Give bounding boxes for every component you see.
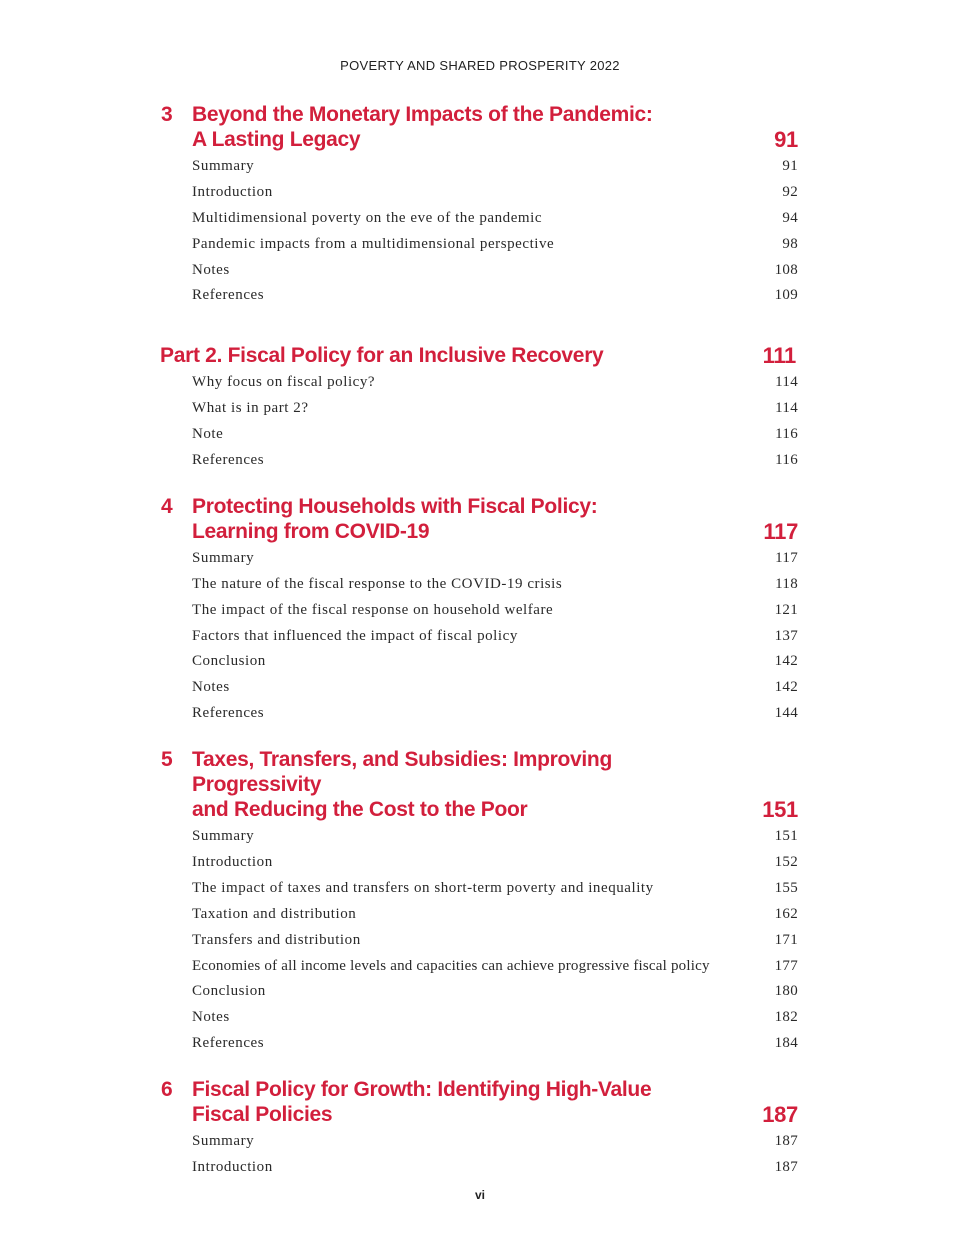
chapter-heading[interactable] — [160, 747, 800, 822]
entry-title: What is in part 2? — [192, 400, 309, 417]
toc-entry[interactable] — [160, 1005, 800, 1031]
entry-title: Why focus on fiscal policy? — [192, 374, 376, 391]
part-title: Part 2. Fiscal Policy for an Inclusive Recovery — [160, 344, 604, 368]
entry-title: Summary — [192, 158, 255, 174]
entry-title: The impact of the fiscal response on household welfare — [192, 601, 554, 618]
chapter-number: 6 — [161, 1078, 173, 1102]
entry-title: References — [192, 1035, 265, 1052]
entry-title: Introduction — [192, 1159, 273, 1176]
chapter-6 — [160, 1077, 800, 1181]
part-entries — [160, 370, 800, 474]
toc-entry[interactable] — [160, 876, 800, 902]
toc-entry[interactable] — [160, 850, 800, 876]
chapter-title-line-2: and Reducing the Cost to the Poor — [192, 798, 528, 822]
toc-entry[interactable] — [160, 232, 800, 258]
toc-entry[interactable] — [160, 928, 800, 954]
entry-title: Economies of all income levels and capacities can achieve progressive fiscal policy — [192, 957, 710, 974]
toc-entry[interactable] — [160, 979, 800, 1005]
chapter-entries — [160, 546, 800, 727]
entry-title: Introduction — [192, 854, 273, 871]
entry-title: Summary — [192, 828, 255, 845]
chapter-heading[interactable] — [160, 102, 800, 152]
chapter-title-line-1: Fiscal Policy for Growth: Identifying High-Value — [192, 1078, 652, 1102]
toc-entry[interactable] — [160, 572, 800, 598]
entry-title: Pandemic impacts from a multidimensional perspective — [192, 235, 555, 252]
entry-title: Note — [192, 426, 224, 443]
chapter-title-line-1: Taxes, Transfers, and Subsidies: Improving Progressivity — [192, 748, 612, 797]
entry-page: 152 — [774, 854, 798, 871]
chapter-3 — [160, 102, 800, 309]
toc-entry[interactable] — [160, 1031, 800, 1057]
entry-page: 184 — [774, 1035, 798, 1052]
entry-page: 117 — [775, 549, 798, 566]
entry-page: 114 — [775, 400, 798, 417]
entry-page: 187 — [774, 1133, 798, 1150]
toc-entry[interactable] — [160, 701, 800, 727]
toc-entry[interactable] — [160, 824, 800, 850]
entry-page: 177 — [774, 957, 798, 974]
entry-title: Taxation and distribution — [192, 905, 357, 922]
entry-page: 182 — [774, 1009, 798, 1026]
toc-entry[interactable] — [160, 624, 800, 650]
toc-entry[interactable] — [160, 546, 800, 572]
entry-title: Factors that influenced the impact of fiscal policy — [192, 627, 518, 644]
entry-page: 142 — [774, 653, 798, 670]
toc-entry[interactable] — [160, 180, 800, 206]
entry-title: Conclusion — [192, 653, 266, 670]
entry-title: Summary — [192, 1133, 255, 1150]
toc-entry[interactable] — [160, 154, 800, 180]
toc-entry[interactable] — [160, 902, 800, 928]
chapter-number: 5 — [161, 748, 173, 772]
running-head: POVERTY AND SHARED PROSPERITY 2022 — [340, 58, 620, 73]
entry-page: 94 — [782, 209, 798, 226]
chapter-title-line-1: Beyond the Monetary Impacts of the Pandemic: — [192, 103, 653, 126]
toc-entry[interactable] — [160, 370, 800, 396]
entry-title: Notes — [192, 679, 230, 696]
entry-page: 91 — [782, 158, 798, 174]
entry-page: 144 — [774, 705, 798, 722]
toc-entry[interactable] — [160, 422, 800, 448]
entry-page: 116 — [775, 426, 798, 443]
entry-title: Notes — [192, 1009, 230, 1026]
toc-entry[interactable] — [160, 598, 800, 624]
toc-entry[interactable] — [160, 1129, 800, 1155]
chapter-title-line-2: Fiscal Policies — [192, 1103, 333, 1127]
entry-title: Summary — [192, 549, 255, 566]
entry-page: 114 — [775, 374, 798, 391]
chapter-4 — [160, 494, 800, 727]
entry-title: Conclusion — [192, 983, 266, 1000]
entry-page: 98 — [782, 235, 798, 252]
entry-page: 142 — [774, 679, 798, 696]
page-number-folio: vi — [474, 1188, 485, 1202]
entry-page: 108 — [774, 261, 798, 278]
chapter-page-number: 151 — [762, 797, 798, 823]
chapter-heading[interactable] — [160, 494, 800, 544]
entry-title: References — [192, 452, 265, 469]
toc-entry[interactable] — [160, 448, 800, 474]
chapter-number: 3 — [161, 103, 173, 126]
entry-title: Multidimensional poverty on the eve of the pandemic — [192, 209, 543, 226]
chapter-page-number: 117 — [763, 518, 798, 544]
toc-entry[interactable] — [160, 283, 800, 309]
part-heading[interactable] — [160, 343, 800, 368]
entry-page: 116 — [775, 452, 798, 469]
chapter-entries — [160, 154, 800, 309]
chapter-title-line-2: Learning from COVID-19 — [192, 519, 430, 543]
part-page-number: 111 — [762, 343, 796, 369]
toc-entry[interactable] — [160, 675, 800, 701]
chapter-page-number: 91 — [774, 127, 798, 152]
entry-title: The nature of the fiscal response to the COVID-19 crisis — [192, 575, 563, 592]
entry-page: 118 — [775, 575, 798, 592]
entry-page: 180 — [774, 983, 798, 1000]
entry-page: 121 — [774, 601, 798, 618]
entry-page: 171 — [774, 931, 798, 948]
chapter-heading[interactable] — [160, 1077, 800, 1127]
entry-page: 187 — [774, 1159, 798, 1176]
entry-title: The impact of taxes and transfers on short-term poverty and inequality — [192, 879, 654, 896]
chapter-entries — [160, 1129, 800, 1181]
entry-page: 155 — [774, 879, 798, 896]
entry-title: References — [192, 705, 265, 722]
entry-title: References — [192, 287, 265, 304]
chapter-5 — [160, 747, 800, 1057]
chapter-page-number: 187 — [762, 1102, 798, 1128]
entry-page: 151 — [774, 828, 798, 845]
chapter-title-line-2: A Lasting Legacy — [192, 128, 361, 151]
part-2 — [160, 343, 800, 474]
entry-title: Transfers and distribution — [192, 931, 361, 948]
toc-entry[interactable] — [160, 649, 800, 675]
chapter-title-line-1: Protecting Households with Fiscal Policy: — [192, 494, 598, 518]
entry-page: 162 — [774, 905, 798, 922]
entry-page: 137 — [774, 627, 798, 644]
toc-entry[interactable] — [160, 396, 800, 422]
toc-entry[interactable] — [160, 1155, 800, 1181]
toc-entry[interactable] — [160, 954, 800, 980]
entry-title: Introduction — [192, 183, 273, 200]
toc-entry[interactable] — [160, 206, 800, 232]
chapter-entries — [160, 824, 800, 1057]
entry-page: 109 — [774, 287, 798, 304]
entry-title: Notes — [192, 261, 230, 278]
chapter-number: 4 — [161, 494, 173, 518]
toc-entry[interactable] — [160, 258, 800, 284]
table-of-contents — [160, 102, 800, 1201]
entry-page: 92 — [782, 183, 798, 200]
